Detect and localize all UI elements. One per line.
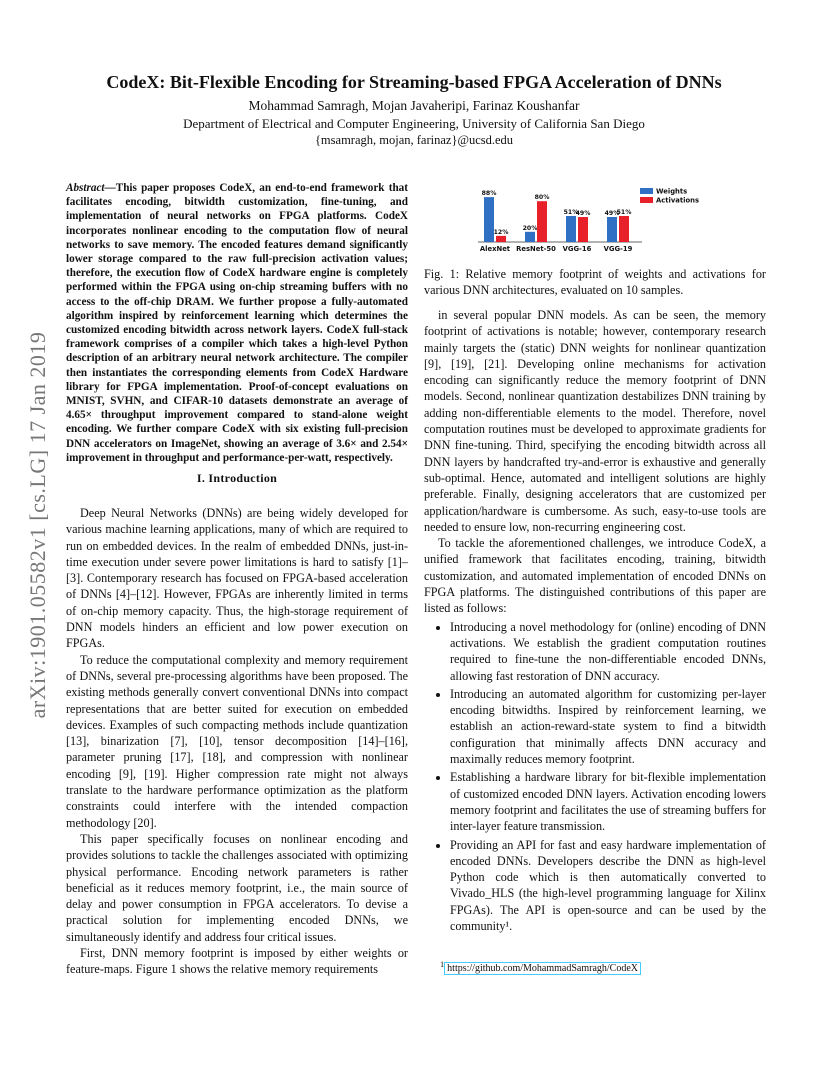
arxiv-sidebar bbox=[18, 290, 58, 760]
paper-affiliation: Department of Electrical and Computer Engineering, University of California San Diego bbox=[183, 116, 645, 131]
bar-activations-vgg-16 bbox=[578, 217, 588, 242]
legend-swatch bbox=[640, 188, 653, 194]
data-label: 51% bbox=[616, 208, 632, 216]
footnote-mark: 1 bbox=[440, 960, 445, 969]
bar-weights-alexnet bbox=[484, 197, 494, 242]
data-label: 12% bbox=[493, 228, 509, 236]
figure-caption: Fig. 1: Relative memory footprint of weights and activations for various DNN architectures, evaluated on 10 samples. bbox=[424, 267, 766, 298]
abstract-label: Abstract bbox=[66, 182, 105, 194]
bar-activations-alexnet bbox=[496, 236, 506, 242]
bar-activations-resnet-50 bbox=[537, 201, 547, 242]
section-title-introduction: I. Introduction bbox=[196, 471, 278, 486]
legend-entry: Activations bbox=[656, 196, 700, 205]
paper-title: CodeX: Bit-Flexible Encoding for Streaming-based FPGA Acceleration of DNNs bbox=[106, 72, 722, 92]
abstract-text: —This paper proposes CodeX, an end-to-end framework that facilitates encoding, bitwidth customization, fine-tuning, and implementation of neural networks on FPGA platforms. CodeX incorporates nonlinear encoding to the computation flow of neural networks to save memory. The encoded features demand significantly lower storage compared to the raw full-precision activation values; therefore, the execution flow of CodeX hardware engine is completely performed within the FPGA using on-chip streaming buffers with no access to the off-chip DRAM. We further propose a fully-automated algorithm inspired by reinforcement learning which determines the customized encoding bitwidth across network layers. CodeX full-stack framework comprises of a compiler which takes a high-level Python description of an arbitrary neural network architecture. The compiler then instantiates the corresponding elements from CodeX Hardware library for FPGA implementation. Proof-of-concept evaluations on MNIST, SVHN, and CIFAR-10 datasets demonstrate an average of 4.65× throughput improvement compared to stand-alone weight encoding. We further compare CodeX with six existing full-precision DNN accelerators on ImageNet, showing an average of 3.6× and 2.54× improvement in throughput and performance-per-watt, respectively. bbox=[66, 182, 408, 464]
list-item: • Providing an API for fast and easy hardware implementation of encoded DNNs. Developers describe the DNN as high-level Python code which is then automatically converted to Vivado_HLS (the high-level programming language for Xilinx FPGAs). The API is open-source and can be used by the community¹. bbox=[450, 837, 766, 935]
paragraph: Deep Neural Networks (DNNs) are being widely developed for various machine learning applications, many of which are required to run on embedded devices. In the realm of embedded DNNs, just-in-time execution under severe power limitations is hard to satisfy [1]–[3]. Contemporary research has focused on FPGA-based acceleration of DNNs [4]–[12]. However, FPGAs are inherently limited in terms of on-chip memory capacity. Thus, the high-storage requirement of DNN models hinders an efficient and low power execution on FPGAs. bbox=[66, 506, 408, 651]
paragraph: To reduce the computational complexity and memory requirement of DNNs, several pre-processing algorithms have been proposed. The existing methods generally convert conventional DNNs into compact representations that are better suited for execution on embedded devices. Examples of such compacting methods include quantization [13], binarization [7], [10], tensor decomposition [14]–[16], parameter pruning [17], [18], and compression with nonlinear encoding [9], [19]. Higher compression rate might not always translate to the hardware performance optimization as the platform constraints could interfere with the intended compaction methodology [20]. bbox=[66, 652, 408, 830]
list-item: • Establishing a hardware library for bit-flexible implementation of customized encoded DNN layers. Activation encoding lowers memory footprint and facilitates the use of streaming buffers for inter-layer feature transmission. bbox=[450, 769, 766, 834]
bar-weights-vgg-19 bbox=[607, 217, 617, 242]
paragraph: This paper specifically focuses on nonlinear encoding and provides solutions to tackle the challenges associated with optimizing physical performance. Encoding network parameters is rather beneficial as it reduces memory footprint, i.e., the main source of delay and power consumption in FPGA accelerators. To devise a practical solution for implementing encoded DNNs, we simultaneously identify and address four critical issues. bbox=[66, 831, 408, 944]
list-item: • Introducing a novel methodology for (online) encoding of DNN activations. We establish the gradient computation routines required to fine-tune the non-differentiable encoded DNNs, allowing fast restoration of DNN accuracy. bbox=[450, 619, 766, 684]
tick-label: VGG-16 bbox=[562, 245, 592, 253]
bar-activations-vgg-19 bbox=[619, 216, 629, 242]
legend-entry: Weights bbox=[656, 187, 688, 196]
left-column-body bbox=[66, 505, 408, 978]
tick-label: ResNet-50 bbox=[516, 245, 556, 253]
footnote-link[interactable]: https://github.com/MohammadSamragh/CodeX bbox=[444, 962, 641, 975]
bar-weights-vgg-16 bbox=[566, 216, 576, 242]
data-label: 49% bbox=[575, 210, 591, 218]
list-item: • Introducing an automated algorithm for customizing per-layer encoding bitwidths. Inspired by reinforcement learning, we establish an action-reward-state system to find a bitwidth configuration that minimally affects DNN accuracy and maximally reduces memory footprint. bbox=[450, 686, 766, 767]
data-label: 51% bbox=[563, 208, 579, 216]
paragraph: in several popular DNN models. As can be seen, the memory footprint of activations is notable; however, contemporary research mainly targets the (static) DNN weights for nonlinear quantization [9], [19], [21]. Developing online mechanisms for activation encoding can significantly reduce the memory footprint of DNN models. Second, nonlinear quantization destabilizes DNN training by adding non-differentiable elements to the model. Therefore, novel computation routines must be developed to approximate gradients for DNN fine-tuning. Third, specifying the encoding bitwidth across all DNN layers by handcrafted try-and-error is exhaustive and generally sub-optimal. Hence, automated and intelligent solutions are highly preferable. Finally, designing accelerators that are customized per application/hardware is cumbersome. As such, easy-to-use tools are needed to ensure low, non-recurring engineering cost. bbox=[424, 308, 766, 534]
contributions-list bbox=[424, 619, 766, 935]
abstract bbox=[66, 181, 408, 489]
tick-label: VGG-19 bbox=[603, 245, 633, 253]
paragraph: To tackle the aforementioned challenges, we introduce CodeX, a unified framework that facilitates encoding, training, bitwidth customization, and automated implementation of encoded DNNs on FPGA platforms. The distinguished contributions of this paper are listed as follows: bbox=[424, 536, 766, 616]
paper-authors: Mohammad Samragh, Mojan Javaheripi, Farinaz Koushanfar bbox=[248, 98, 580, 113]
paragraph: First, DNN memory footprint is imposed by either weights or feature-maps. Figure 1 shows the relative memory requirements bbox=[66, 946, 408, 977]
arxiv-id: arXiv:1901.05582v1 [cs.LG] 17 Jan 2019 bbox=[25, 331, 50, 719]
tick-label: AlexNet bbox=[479, 245, 511, 253]
memory-footprint-chart bbox=[470, 182, 710, 260]
paper-email: {msamragh, mojan, farinaz}@ucsd.edu bbox=[314, 133, 514, 147]
data-label: 88% bbox=[481, 190, 497, 198]
right-column-body bbox=[424, 307, 766, 936]
bar-weights-resnet-50 bbox=[525, 232, 535, 242]
legend-swatch bbox=[640, 197, 653, 203]
footnote bbox=[440, 960, 641, 974]
data-label: 80% bbox=[534, 194, 550, 202]
data-label: 49% bbox=[604, 210, 620, 218]
data-label: 20% bbox=[522, 224, 538, 232]
